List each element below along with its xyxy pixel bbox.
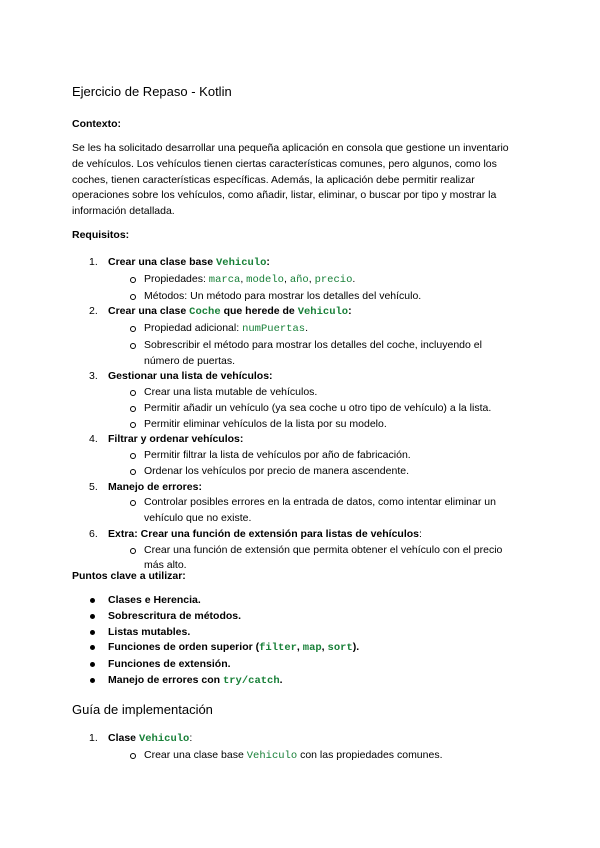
code-vehiculo: Vehiculo — [246, 749, 298, 762]
item-number: 6. — [89, 527, 98, 540]
sub-item: Permitir filtrar la lista de vehículos por año de fabricación. — [72, 448, 532, 464]
circle-bullet-icon — [130, 469, 136, 475]
code-modelo: modelo — [246, 273, 284, 286]
sub-item: Controlar posibles errores en la entrada de datos, como intentar eliminar un vehículo que no existe. — [72, 495, 532, 527]
puntos-list — [72, 593, 532, 690]
circle-bullet-icon — [130, 422, 136, 428]
item-number: 5. — [89, 480, 98, 493]
sub-list — [72, 272, 532, 305]
requisitos-list — [72, 255, 532, 574]
bullet-icon — [90, 662, 95, 667]
item-heading: Extra: Crear una función de extensión para listas de vehículos — [108, 527, 420, 540]
sub-item: Sobrescribir el método para mostrar los detalles del coche, incluyendo el número de puertas. — [72, 338, 532, 370]
sub-item: Propiedad adicional: numPuertas. — [72, 321, 532, 338]
circle-bullet-icon — [130, 548, 136, 554]
code-vehiculo: Vehiculo — [138, 733, 190, 745]
sub-item: Crear una lista mutable de vehículos. — [72, 385, 532, 401]
circle-bullet-icon — [130, 406, 136, 412]
punto-item: Sobrescritura de métodos. — [72, 609, 532, 625]
item-heading: Clase Vehiculo — [108, 732, 190, 745]
item-number: 1. — [89, 732, 98, 744]
code-marca: marca — [208, 273, 241, 286]
contexto-heading: Contexto: — [72, 118, 121, 130]
circle-bullet-icon — [130, 294, 136, 300]
requisito-item — [72, 304, 532, 369]
circle-bullet-icon — [130, 277, 136, 283]
sub-list — [72, 321, 532, 369]
puntos-heading: Puntos clave a utilizar: — [72, 570, 186, 582]
punto-item: Manejo de errores con try/catch. — [72, 673, 532, 690]
bullet-icon — [90, 678, 95, 683]
document-title: Ejercicio de Repaso - Kotlin — [72, 84, 232, 99]
code-map: map — [302, 642, 322, 655]
item-number: 4. — [89, 433, 98, 446]
item-heading: Manejo de errores: — [108, 480, 202, 493]
circle-bullet-icon — [130, 390, 136, 396]
sub-item: Permitir eliminar vehículos de la lista por su modelo. — [72, 417, 532, 433]
requisito-item — [72, 432, 532, 479]
punto-item: Funciones de extensión. — [72, 657, 532, 673]
item-number: 1. — [89, 256, 98, 268]
bullet-icon — [90, 645, 95, 650]
requisito-item — [72, 255, 532, 304]
circle-bullet-icon — [130, 343, 136, 349]
sub-list — [72, 448, 532, 480]
sub-item: Ordenar los vehículos por precio de manera ascendente. — [72, 464, 532, 480]
guia-item: 1. Clase Vehiculo: Crear una clase base Vehiculo con las propiedades comunes. — [72, 731, 532, 765]
guia-heading: Guía de implementación — [72, 702, 213, 717]
sub-item: Crear una clase base Vehiculo con las propiedades comunes. — [72, 748, 532, 765]
sub-list — [72, 385, 532, 432]
bullet-icon — [90, 614, 95, 619]
circle-bullet-icon — [130, 326, 136, 332]
code-anio: año — [289, 273, 309, 286]
circle-bullet-icon — [130, 500, 136, 506]
item-number: 3. — [89, 370, 98, 383]
requisito-item: 6. Extra: Crear una función de extensión para listas de vehículos: Crear una función de extensión que permita obtener el vehículo con el precio más alto. — [72, 527, 532, 574]
bullet-icon — [90, 630, 95, 635]
requisito-item — [72, 480, 532, 527]
code-numpuertas: numPuertas — [242, 323, 306, 335]
code-vehiculo: Vehiculo — [297, 306, 349, 319]
code-vehiculo: Vehiculo — [215, 257, 267, 269]
item-heading: Filtrar y ordenar vehículos: — [108, 433, 244, 446]
circle-bullet-icon — [130, 453, 136, 459]
bullet-icon — [90, 598, 95, 603]
sub-item: Propiedades: marca, modelo, año, precio. — [72, 272, 532, 289]
requisitos-heading: Requisitos: — [72, 229, 130, 241]
sub-list — [72, 748, 532, 765]
code-coche: Coche — [189, 306, 221, 319]
code-precio: precio — [314, 273, 353, 286]
guia-list — [72, 731, 532, 765]
punto-item: Funciones de orden superior (filter, map, sort). — [72, 640, 532, 657]
sub-item: Métodos: Un método para mostrar los detalles del vehículo. — [72, 289, 532, 305]
item-heading: Crear una clase Coche que herede de Vehiculo: — [108, 305, 352, 319]
punto-item: Clases e Herencia. — [72, 593, 532, 609]
code-try-catch: try/catch — [222, 674, 280, 687]
code-filter: filter — [259, 642, 297, 655]
code-sort: sort — [327, 642, 353, 655]
item-heading: Gestionar una lista de vehículos: — [108, 370, 273, 383]
circle-bullet-icon — [130, 753, 136, 759]
sub-list — [72, 495, 532, 527]
sub-item: Permitir añadir un vehículo (ya sea coche u otro tipo de vehículo) a la lista. — [72, 401, 532, 417]
item-number: 2. — [89, 305, 98, 318]
sub-item: Crear una función de extensión que permita obtener el vehículo con el precio más alto. — [72, 543, 532, 575]
contexto-paragraph: Se les ha solicitado desarrollar una pequeña aplicación en consola que gestione un inventario de vehículos. Los vehículos tienen ciertas características comunes, pero algunos, como los coches, tienen características específicas. Además, la aplicación debe permitir realizar operaciones sobre los vehículos, como añadir, listar, eliminar, o buscar por tipo y mostrar la información detallada. — [72, 142, 509, 217]
requisito-item — [72, 369, 532, 432]
item-heading: Crear una clase base Vehiculo: — [108, 256, 270, 269]
punto-item: Listas mutables. — [72, 625, 532, 641]
